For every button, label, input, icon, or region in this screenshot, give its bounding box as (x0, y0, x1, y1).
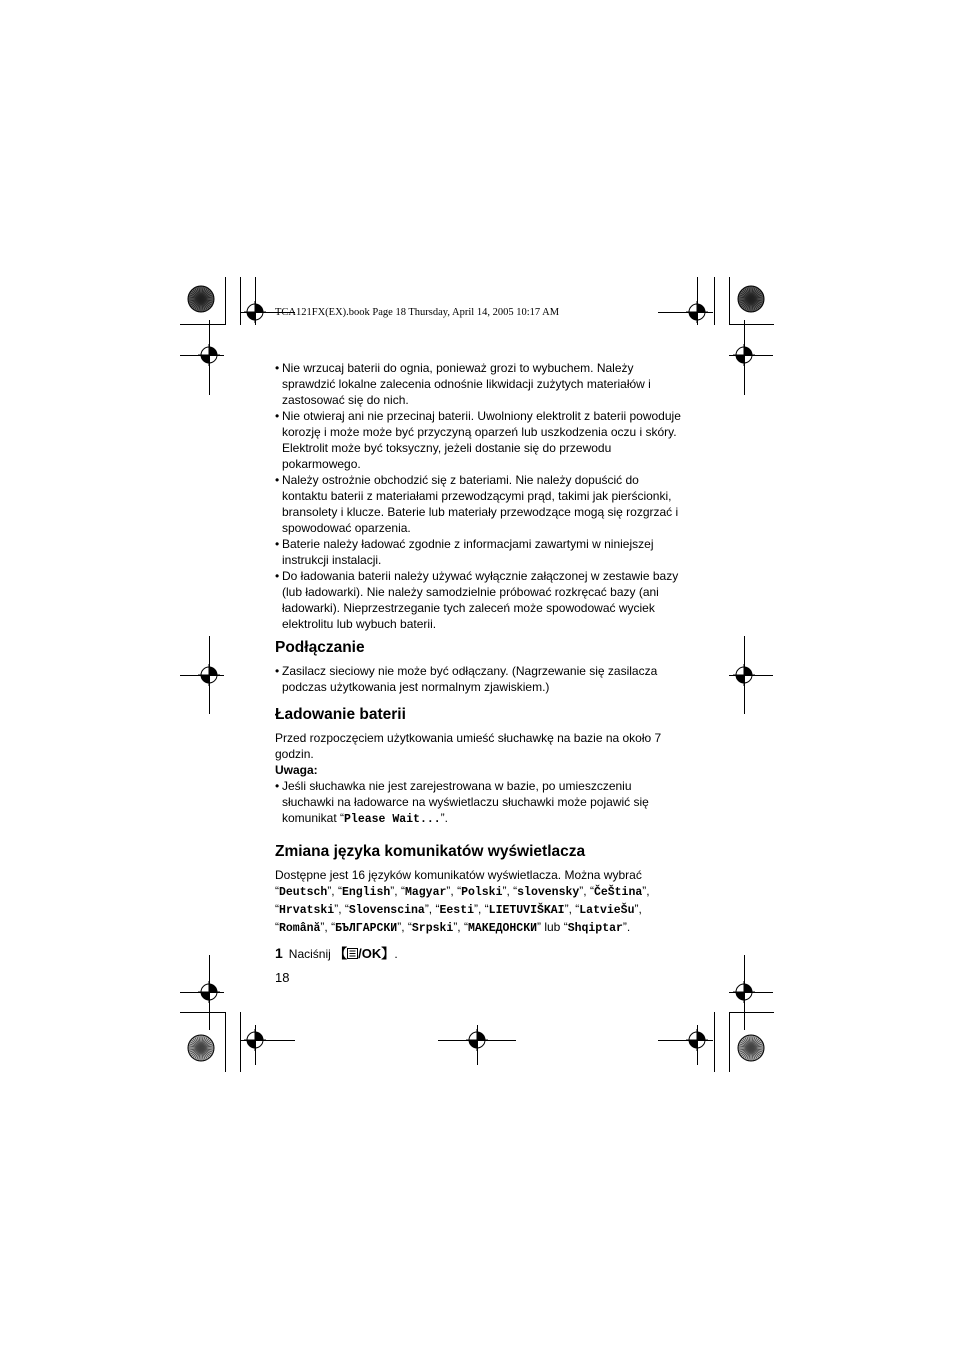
crop-line (658, 312, 713, 313)
crop-line (729, 324, 774, 325)
page-number: 18 (275, 970, 290, 985)
page-content (275, 360, 685, 986)
language-option: Shqiptar (567, 922, 623, 935)
crop-line (240, 1012, 241, 1072)
crop-line (744, 636, 745, 714)
crop-line (209, 955, 210, 1030)
crop-line (658, 1040, 713, 1041)
step-1: 1 Naciśnij 【 /OK】. (275, 945, 398, 961)
language-option: LatvieŠu (579, 904, 635, 917)
crop-line (697, 277, 698, 325)
language-intro: Dostępne jest 16 języków komunikatów wyświetlacza. Można wybrać (275, 868, 642, 882)
crop-line (240, 277, 241, 325)
list-item: • Baterie należy ładować zgodnie z informacjami zawartymi w niniejszej instrukcji instalacji. (275, 536, 685, 568)
crop-line (477, 1025, 478, 1065)
crop-line (209, 320, 210, 395)
charging-intro: Przed rozpoczęciem użytkowania umieść słuchawkę na bazie na około 7 godzin. (275, 731, 662, 761)
crop-line (180, 355, 224, 356)
language-option: Polski (461, 886, 503, 899)
crop-line (697, 1025, 698, 1065)
menu-ok-key: 【 /OK】 (334, 946, 395, 961)
crop-line (209, 636, 210, 714)
language-list: “Deutsch”, “English”, “Magyar”, “Polski”, “slovensky”, “ČeŠtina”, “Hrvatski”, “Slovenscina”, “Eesti”, “LIETUVIŠKAI”, “LatvieŠu”, “Română”, “БЪЛГАРСКИ”, “Srpski”, “МАКЕДОНСКИ” lub “Shqiptar”. (275, 884, 650, 935)
color-bar-disk (737, 1034, 765, 1062)
language-option: Slovenscina (348, 904, 425, 917)
color-bar-disk (187, 1034, 215, 1062)
note-item (275, 778, 685, 828)
list-item: • Nie otwieraj ani nie przecinaj baterii. Uwolniony elektrolit z baterii powoduje korozję i może może być przyczyną oparzeń lub uszkodzenia oczu i skóry. Elektrolit może być toksyczny, jeżeli dostanie się do przewodu pokarmowego. (275, 408, 685, 472)
crop-line (225, 1012, 226, 1072)
file-header: TCA121FX(EX).book Page 18 Thursday, April 14, 2005 10:17 AM (275, 307, 560, 318)
language-option: Română (279, 922, 321, 935)
step-text: Naciśnij (288, 947, 331, 961)
color-bar-disk (737, 285, 765, 313)
list-item: • Do ładowania baterii należy używać wyłącznie załączonej w zestawie bazy (lub ładowarki). Nie należy samodzielnie próbować rozkręcać bazy (ani ładowarki). Nieprzestrzeganie tych zaleceń może spowodować wyciek elektrolitu lub wybuch baterii. (275, 568, 685, 632)
list-item: • Nie wrzucaj baterii do ognia, ponieważ grozi to wybuchem. Należy sprawdzić lokalne zalecenia odnośnie likwidacji zużytych materiałów i zastosować się do nich. (275, 360, 685, 408)
language-option: LIETUVIŠKAI (488, 904, 565, 917)
language-option: Hrvatski (279, 904, 335, 917)
crop-line (180, 992, 224, 993)
section-title-charging: Ładowanie baterii (275, 706, 406, 723)
display-message: Please Wait... (344, 813, 441, 826)
section-title-language: Zmiana języka komunikatów wyświetlacza (275, 843, 586, 860)
language-option: slovensky (517, 886, 580, 899)
crop-line (240, 1040, 295, 1041)
crop-line (729, 675, 773, 676)
crop-line (729, 992, 773, 993)
note-text: Jeśli słuchawka nie jest zarejestrowana w bazie, po umieszczeniu słuchawki na ładowarce na wyświetlaczu słuchawki może pojawić się komunikat “ (282, 779, 649, 825)
crop-line (255, 1025, 256, 1065)
list-item: • Należy ostrożnie obchodzić się z bateriami. Nie należy dopuścić do kontaktu baterii z materiałami przewodzącymi prąd, takimi jak pierścionki, bransolety i klucze. Baterie lub materiały przewodzące mogą się rozgrzać i spowodować oparzenia. (275, 472, 685, 536)
language-option: МАКЕДОНСКИ (467, 922, 537, 935)
note-end: ”. (440, 811, 448, 825)
crop-line (744, 320, 745, 395)
language-paragraph (275, 867, 685, 937)
or-word: lub (541, 920, 564, 934)
step-number: 1 (275, 945, 283, 961)
crop-line (744, 955, 745, 1030)
language-option: English (341, 886, 391, 899)
battery-warnings (275, 360, 685, 632)
language-option: Deutsch (279, 886, 328, 899)
crop-line (255, 277, 256, 325)
menu-icon (347, 948, 358, 959)
crop-line (225, 277, 226, 325)
language-option: Eesti (439, 904, 474, 917)
crop-line (729, 277, 730, 325)
crop-line (729, 1012, 774, 1013)
section-title-connecting: Podłączanie (275, 639, 365, 656)
language-option: Srpski (411, 922, 454, 935)
crop-line (729, 1012, 730, 1072)
note-label: Uwaga: (275, 763, 318, 777)
list-item: • Zasilacz sieciowy nie może być odłączany. (Nagrzewanie się zasilacza podczas użytkowania jest normalnym zjawiskiem.) (275, 663, 685, 695)
crop-line (180, 675, 224, 676)
crop-line (729, 355, 773, 356)
crop-line (180, 324, 225, 325)
language-option: ČeŠtina (593, 886, 643, 899)
crop-line (180, 1012, 225, 1013)
language-option: БЪЛГАРСКИ (335, 922, 398, 935)
ok-label: /OK (358, 946, 382, 961)
color-bar-disk (187, 285, 215, 313)
crop-line (714, 277, 715, 325)
crop-line (714, 1012, 715, 1072)
language-option: Magyar (404, 886, 447, 899)
